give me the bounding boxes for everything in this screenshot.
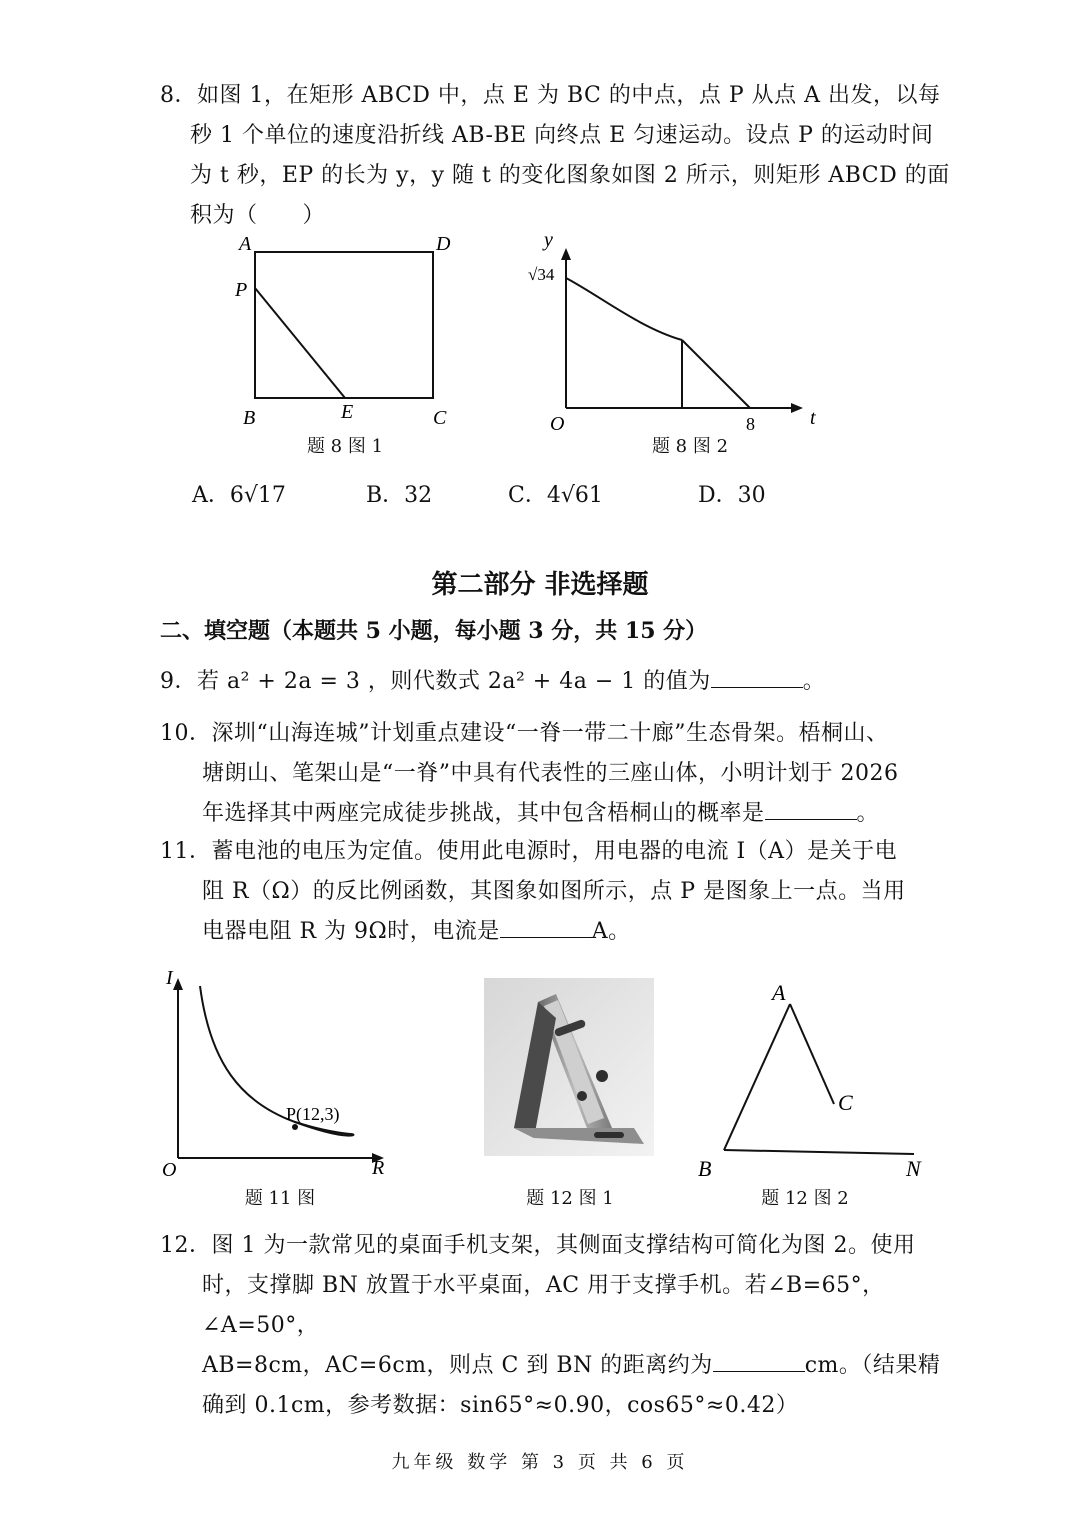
- choice-d-key: D．: [698, 483, 738, 508]
- q12-line3: [160, 1346, 960, 1386]
- label-d: D: [436, 233, 451, 255]
- part-two-heading: 第二部分 非选择题: [431, 570, 649, 600]
- rectangle-diagram: [225, 230, 465, 460]
- q10-line3: [160, 794, 960, 834]
- q11-line2: 阻 R（Ω）的反比例函数，其图象如图所示，点 P 是图象上一点。当用: [202, 879, 906, 904]
- choice-b: [366, 478, 432, 509]
- q8-fig1-caption: 题 8 图 1: [306, 436, 384, 457]
- q11-answer-blank: [500, 917, 592, 938]
- q8-figure-2: [520, 228, 830, 460]
- q8-line4: 积为（ ）: [190, 203, 326, 228]
- q11-line1: 11．蓄电池的电压为定值。使用此电源时，用电器的电流 I（A）是关于电: [160, 839, 898, 864]
- q12-line2: 时，支撑脚 BN 放置于水平桌面，AC 用于支撑手机。若∠B=65°，∠A=50°，: [202, 1273, 885, 1338]
- q12-line3-end: cm。（结果精: [804, 1353, 941, 1378]
- choice-a: [192, 478, 286, 509]
- q10-answer-blank: [765, 799, 857, 820]
- label-a: A: [772, 980, 786, 1005]
- label-n: N: [906, 1156, 921, 1181]
- label-p: P: [235, 279, 248, 301]
- fig12-1-caption: 题 12 图 1: [526, 1188, 614, 1209]
- choice-b-key: B．: [366, 483, 405, 508]
- q11-figure: [150, 962, 400, 1212]
- question-10: [160, 714, 960, 834]
- q12-line3-text: AB=8cm，AC=6cm，则点 C 到 BN 的距离约为: [202, 1353, 713, 1378]
- phone-stand-photo: [484, 978, 654, 1156]
- label-e: E: [341, 401, 354, 423]
- q10-end: 。: [856, 801, 880, 826]
- q12-line1: 12．图 1 为一款常见的桌面手机支架，其侧面支撑结构可简化为图 2。使用: [160, 1233, 916, 1258]
- y-axis-label: y: [544, 229, 553, 251]
- r-axis-label: R: [372, 1157, 385, 1179]
- q9-text: 9．若 a² + 2a = 3 ，则代数式 2a² + 4a − 1 的值为: [160, 669, 711, 694]
- q8-line2: 秒 1 个单位的速度沿折线 AB-BE 向终点 E 匀速运动。设点 P 的运动时间: [190, 123, 934, 148]
- q8-figure-1: [225, 230, 465, 460]
- point-p-label: P(12,3): [286, 1104, 340, 1124]
- choice-a-key: A．: [192, 483, 230, 508]
- label-a: A: [239, 233, 252, 255]
- choice-c: [508, 478, 603, 509]
- q11-line3-text: 电器电阻 R 为 9Ω时，电流是: [202, 919, 500, 944]
- choice-d: [698, 478, 766, 509]
- question-11: [160, 832, 960, 952]
- function-graph: [520, 228, 830, 460]
- x-tick-label: 8: [746, 414, 755, 434]
- q8-fig2-caption: 题 8 图 2: [651, 436, 729, 457]
- choice-b-value: 32: [404, 483, 433, 508]
- label-c: C: [838, 1090, 853, 1115]
- origin-label: O: [550, 413, 565, 435]
- q11-line3: [160, 912, 960, 952]
- choice-c-key: C．: [508, 483, 547, 508]
- fig12-2-caption: 题 12 图 2: [761, 1188, 849, 1209]
- choice-d-value: 30: [737, 483, 766, 508]
- choice-c-value: 4√61: [546, 483, 603, 508]
- q10-line1: 10．深圳“山海连城”计划重点建设“一脊一带二十廊”生态骨架。梧桐山、: [160, 721, 889, 746]
- q12-answer-blank: [713, 1351, 805, 1372]
- phone-stand-illustration: [484, 978, 654, 1156]
- q12-line4: 确到 0.1cm，参考数据：sin65°≈0.90，cos65°≈0.42）: [202, 1393, 799, 1418]
- q10-line3-text: 年选择其中两座完成徒步挑战，其中包含梧桐山的概率是: [202, 801, 765, 826]
- label-b: B: [698, 1156, 712, 1181]
- y-tick-label: √34: [528, 265, 555, 284]
- fig11-caption: 题 11 图: [244, 1188, 316, 1209]
- label-c: C: [433, 407, 447, 429]
- origin-label: O: [162, 1159, 177, 1181]
- choice-a-value: 6√17: [229, 483, 286, 508]
- question-12: [160, 1226, 960, 1426]
- q9-answer-blank: [711, 667, 803, 688]
- q12-figure-2: [690, 978, 940, 1208]
- q10-line2: 塘朗山、笔架山是“一脊”中具有代表性的三座山体，小明计划于 2026: [202, 761, 899, 786]
- q9-end: 。: [802, 669, 826, 694]
- label-b: B: [243, 407, 256, 429]
- t-axis-label: t: [810, 407, 816, 429]
- page-footer: 九年级 数学 第 3 页 共 6 页: [391, 1452, 689, 1473]
- question-8: [160, 76, 960, 236]
- q8-line1: 8．如图 1，在矩形 ABCD 中，点 E 为 BC 的中点，点 P 从点 A 出发，以每: [160, 83, 941, 108]
- q8-line3: 为 t 秒，EP 的长为 y，y 随 t 的变化图象如图 2 所示，则矩形 ABCD 的面: [190, 163, 950, 188]
- inverse-function-graph: [150, 962, 400, 1182]
- section-subheading: 二、填空题（本题共 5 小题，每小题 3 分，共 15 分）: [160, 618, 708, 644]
- i-axis-label: I: [166, 967, 173, 989]
- q11-end: A。: [591, 919, 631, 944]
- question-9: [160, 662, 960, 702]
- triangle-diagram: [690, 978, 940, 1188]
